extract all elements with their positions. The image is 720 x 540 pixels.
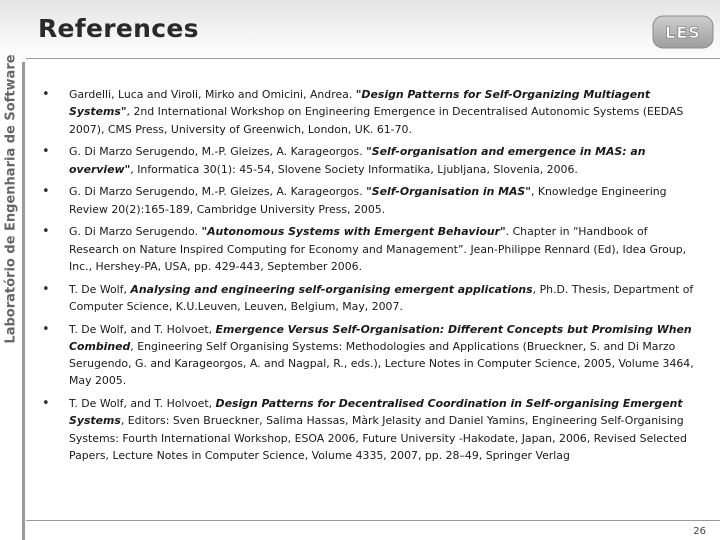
reference-authors: Gardelli, Luca and Viroli, Mirko and Omicini, Andrea. xyxy=(69,88,356,101)
page-number: 26 xyxy=(693,526,706,537)
reference-list xyxy=(40,86,700,464)
reference-item xyxy=(40,183,700,218)
reference-authors: G. Di Marzo Serugendo. xyxy=(69,225,202,239)
slide-header xyxy=(0,0,720,62)
reference-details: , Editors: Sven Brueckner, Salima Hassas, Màrk Jelasity and Daniel Yamins, Engineering Self-Organising Systems: Fourth International Workshop, ESOA 2006, Future University -Hakodate, Japan, 2006, Revised Selected Papers, Lecture Notes in Computer Science, Volume 4335, 2007, pp. 28–49, Springer Verlag xyxy=(69,414,687,462)
reference-authors: T. De Wolf, and T. Holvoet, xyxy=(69,397,216,411)
reference-authors: T. De Wolf, xyxy=(69,282,131,296)
reference-item xyxy=(40,86,700,138)
sidebar xyxy=(0,54,22,540)
reference-item xyxy=(40,281,700,316)
reference-authors: G. Di Marzo Serugendo, M.-P. Gleizes, A. Karageorgos. xyxy=(69,185,367,199)
sidebar-label: Laboratório de Engenharia de Software xyxy=(3,54,19,344)
reference-list-container xyxy=(40,86,700,470)
reference-item xyxy=(40,321,700,390)
reference-title: "Autonomous Systems with Emergent Behaviour" xyxy=(201,225,506,239)
reference-title: Analysing and engineering self-organising emergent applications xyxy=(130,282,533,296)
reference-details: , 2nd International Workshop on Engineering Emergence in Decentralised Autonomic Systems (EEDAS 2007), CMS Press, University of Greenwich, London, UK. 61-70. xyxy=(69,105,684,136)
reference-details: , Engineering Self Organising Systems: Methodologies and Applications (Brueckner, S. and Di Marzo Serugendo, G. and Karageorgos, A. and Nagpal, R., eds.), Lecture Notes in Computer Science, 2005, Volume 3464, May 2005. xyxy=(69,339,694,388)
page-title: References xyxy=(38,14,199,43)
logo-text: LES xyxy=(665,23,701,42)
reference-title: "Self-organisation and emergence in MAS: an overview" xyxy=(69,145,646,176)
reference-details: . Chapter in “Handbook of Research on Nature Inspired Computing for Economy and Management”. Jean-Philippe Rennard (Ed), Idea Group, Inc., Hershey-PA, USA, pp. 429-443, September 2006. xyxy=(69,225,687,273)
reference-details: , Informatica 30(1): 45-54, Slovene Society Informatika, Ljubljana, Slovenia, 2006. xyxy=(130,162,578,176)
footer-divider xyxy=(26,520,720,521)
header-divider xyxy=(26,58,720,59)
reference-details: , Knowledge Engineering Review 20(2):165-189, Cambridge University Press, 2005. xyxy=(69,185,667,216)
reference-title: Emergence Versus Self-Organisation: Different Concepts but Promising When Combined xyxy=(69,322,692,353)
reference-title: Design Patterns for Decentralised Coordination in Self-organising Emergent Systems xyxy=(69,397,683,428)
reference-item xyxy=(40,143,700,178)
sidebar-divider xyxy=(22,62,25,540)
les-logo xyxy=(652,14,714,50)
reference-authors: G. Di Marzo Serugendo, M.-P. Gleizes, A. Karageorgos. xyxy=(69,145,367,159)
reference-details: , Ph.D. Thesis, Department of Computer Science, K.U.Leuven, Leuven, Belgium, May, 2007. xyxy=(69,282,694,313)
reference-title: "Design Patterns for Self-Organizing Multiagent Systems" xyxy=(69,88,651,119)
reference-item xyxy=(40,395,700,464)
reference-item xyxy=(40,223,700,275)
reference-authors: T. De Wolf, and T. Holvoet, xyxy=(69,322,216,336)
reference-title: "Self-Organisation in MAS" xyxy=(366,185,531,199)
